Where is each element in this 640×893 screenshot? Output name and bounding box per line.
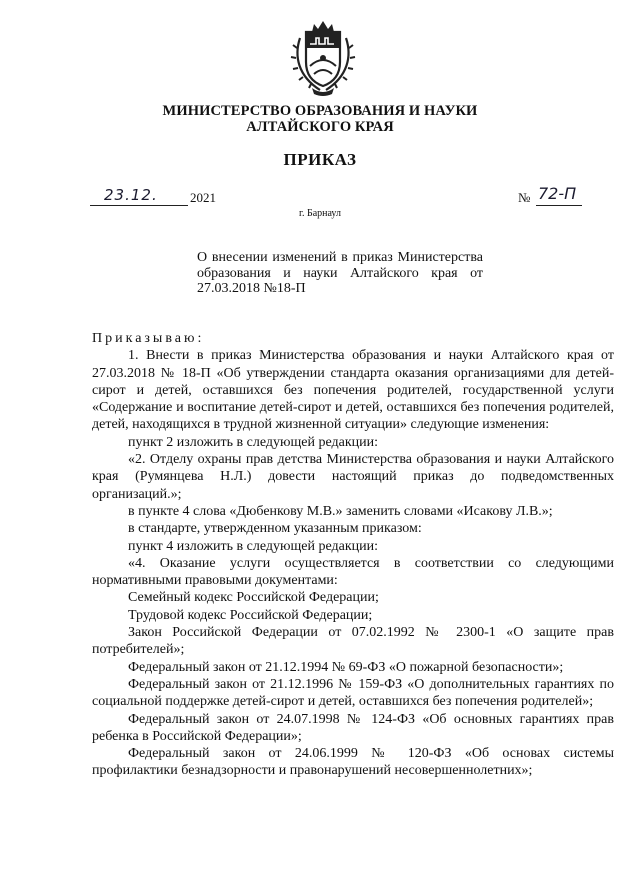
number-sign: № <box>518 190 531 205</box>
paragraph: «4. Оказание услуги осуществляется в соответствии со следующими нормативными правовыми документами: <box>92 555 614 589</box>
paragraph: Федеральный закон от 21.12.1996 № 159-ФЗ «О дополнительных гарантиях по социальной поддержке детей-сирот и детей, оставшихся без попечения родителей»; <box>92 676 614 710</box>
ministry-name-line1: МИНИСТЕРСТВО ОБРАЗОВАНИЯ И НАУКИ <box>162 103 478 119</box>
paragraph: в стандарте, утвержденном указанным приказом: <box>128 521 422 537</box>
ministry-name-line2: АЛТАЙСКОГО КРАЯ <box>246 119 394 135</box>
paragraph: Федеральный закон от 24.07.1998 № 124-ФЗ «Об основных гарантиях прав ребенка в Российской Федерации»; <box>92 711 614 744</box>
paragraph: Трудовой кодекс Российской Федерации; <box>128 607 373 623</box>
paragraph: «2. Отделу охраны прав детства Министерства образования и науки Алтайского края (Румянцева Н.Л.) довести настоящий приказ до подведомственных организаций.»; <box>92 452 614 502</box>
paragraph: в пункте 4 слова «Дюбенкову М.В.» заменить словами «Исакову Л.В.»; <box>128 503 553 519</box>
order-body <box>92 330 614 780</box>
date-year: 2021 <box>190 190 216 205</box>
directive-heading: Приказываю: <box>92 331 205 346</box>
paragraph: Федеральный закон от 24.06.1999 № 120-ФЗ «Об основах системы профилактики безнадзорности и правонарушений несовершеннолетних»; <box>92 746 614 779</box>
number-underline <box>536 205 582 206</box>
handwritten-date: 23.12. <box>104 186 158 204</box>
paragraph: Закон Российской Федерации от 07.02.1992 № 2300-1 «О защите прав потребителей»; <box>92 625 614 658</box>
ministry-name <box>0 103 640 135</box>
paragraph: пункт 4 изложить в следующей редакции: <box>128 538 378 554</box>
city-label: г. Барнаул <box>299 208 341 219</box>
date-underline <box>90 205 188 206</box>
paragraph: Семейный кодекс Российской Федерации; <box>128 590 379 606</box>
paragraph: 1. Внести в приказ Министерства образования и науки Алтайского края от 27.03.2018 № 18-П «Об утверждении стандарта оказания организациями для детей-сирот и детей, оставшихся без попечения родителей, государственной услуги «Содержание и воспитание детей-сирот и детей, оставшихся без попечения родителей, детей, находящихся в трудной жизненной ситуации» следующие изменения: <box>92 348 614 433</box>
handwritten-number: 72-П <box>538 184 577 203</box>
order-subject: О внесении изменений в приказ Министерства образования и науки Алтайского края от 27.03.2018 №18-П <box>197 250 483 296</box>
order-number <box>518 186 608 212</box>
paragraph: Федеральный закон от 21.12.1994 № 69-ФЗ «О пожарной безопасности»; <box>128 659 564 675</box>
paragraph: пункт 2 изложить в следующей редакции: <box>128 434 378 450</box>
altai-krai-coat-of-arms-icon <box>290 18 356 96</box>
document-title: ПРИКАЗ <box>283 150 357 169</box>
